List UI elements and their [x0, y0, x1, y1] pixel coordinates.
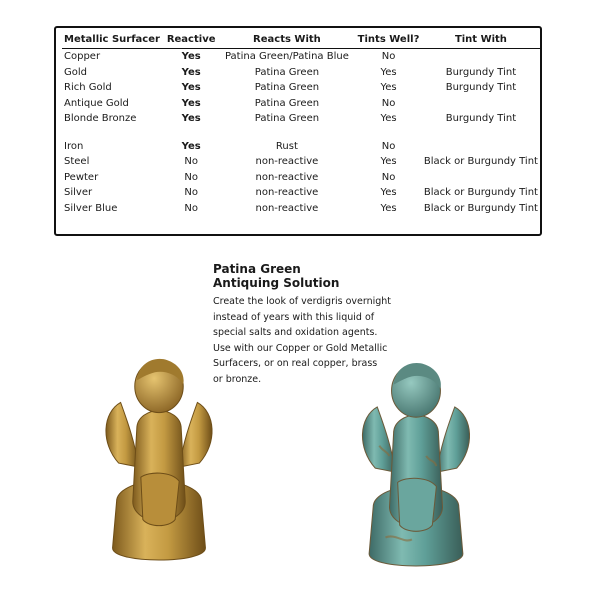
description-line: Create the look of verdigris overnight	[213, 296, 392, 307]
table-row	[62, 154, 540, 170]
patina-left-wing	[362, 407, 395, 472]
cell-reacts-with: non-reactive	[255, 171, 319, 183]
cell-reacts-with: Patina Green/Patina Blue	[224, 51, 349, 63]
cell-tint-with: Black or Burgundy Tint	[423, 202, 538, 214]
cell-reacts-with: Patina Green	[254, 97, 320, 109]
header-reacts-with: Reacts With	[219, 32, 356, 49]
gold-left-wing	[106, 402, 139, 467]
cell-tints-well: Yes	[380, 187, 397, 199]
cell-surfacer: Pewter	[64, 171, 99, 183]
cell-tints-well: Yes	[380, 66, 397, 78]
cell-tint-with: Burgundy Tint	[445, 66, 517, 78]
header-tint-with: Tint With	[422, 32, 540, 49]
cell-surfacer: Blonde Bronze	[64, 113, 137, 125]
cell-tints-well: Yes	[380, 113, 397, 125]
cell-reactive: Yes	[181, 140, 201, 152]
patina-right-wing	[436, 407, 469, 472]
cell-tint-with: Burgundy Tint	[445, 113, 517, 125]
cell-tints-well: No	[381, 140, 396, 152]
cell-tint-with	[422, 96, 540, 112]
product-title-line2: Antiquing Solution	[213, 276, 340, 290]
cell-tints-well: Yes	[380, 156, 397, 168]
table-row	[62, 170, 540, 186]
cell-tints-well: No	[381, 51, 396, 63]
cell-tints-well: Yes	[380, 202, 397, 214]
description-line: Surfacers, or on real copper, brass	[213, 358, 378, 369]
cell-reactive: Yes	[181, 97, 201, 109]
cell-tint-with	[422, 49, 540, 65]
cell-tint-with: Burgundy Tint	[445, 82, 517, 94]
cell-surfacer: Silver	[64, 187, 93, 199]
cell-reactive: Yes	[181, 66, 201, 78]
cell-reactive: No	[184, 171, 198, 183]
cell-tint-with	[422, 170, 540, 186]
table-row	[62, 96, 540, 112]
table-row	[62, 185, 540, 201]
table-header-row	[62, 32, 540, 49]
table-row	[62, 111, 540, 127]
patina-legs	[398, 478, 437, 531]
cell-tints-well: Yes	[380, 82, 397, 94]
cell-reacts-with: Patina Green	[254, 66, 320, 78]
cell-surfacer: Silver Blue	[64, 202, 118, 214]
table-row	[62, 80, 540, 96]
cell-surfacer: Gold	[64, 66, 87, 78]
product-title-line1: Patina Green	[213, 262, 301, 276]
table-row	[62, 201, 540, 217]
table-row	[62, 65, 540, 81]
cell-reactive: No	[184, 187, 198, 199]
cell-surfacer: Steel	[64, 156, 90, 168]
cell-tint-with: Black or Burgundy Tint	[423, 156, 538, 168]
header-reactive: Reactive	[164, 32, 219, 49]
product-title	[213, 262, 393, 290]
cell-reacts-with: non-reactive	[255, 202, 319, 214]
table-row	[62, 49, 540, 65]
header-tints-well: Tints Well?	[355, 32, 422, 49]
surfacer-table	[62, 32, 540, 216]
patina-cherub-statue-image	[352, 354, 480, 568]
cell-reactive: No	[184, 202, 198, 214]
table-row	[62, 139, 540, 155]
cell-tint-with	[422, 139, 540, 155]
gold-cherub-statue-image	[98, 350, 220, 562]
surfacer-table-frame	[54, 26, 542, 236]
cell-reactive: Yes	[181, 51, 201, 63]
cell-reactive: Yes	[181, 113, 201, 125]
cell-reacts-with: Rust	[275, 140, 298, 152]
description-line: Use with our Copper or Gold Metallic	[213, 342, 388, 354]
gold-right-wing	[179, 402, 212, 467]
cell-reacts-with: Patina Green	[254, 113, 320, 125]
cell-surfacer: Antique Gold	[64, 97, 129, 109]
cell-surfacer: Copper	[64, 51, 101, 63]
cell-reacts-with: non-reactive	[255, 156, 319, 168]
gold-legs	[141, 473, 179, 526]
cell-reacts-with: Patina Green	[254, 82, 320, 94]
description-line: special salts and oxidation agents.	[213, 327, 378, 338]
description-line: instead of years with this liquid of	[213, 311, 375, 323]
description-line: or bronze.	[213, 373, 262, 385]
cell-reactive: Yes	[181, 82, 201, 94]
cell-reactive: No	[184, 156, 198, 168]
header-metallic-surfacer: Metallic Surfacer	[62, 32, 164, 49]
cell-surfacer: Iron	[64, 140, 84, 152]
cell-tints-well: No	[381, 97, 396, 109]
table-spacer-row	[62, 127, 540, 139]
cell-tints-well: No	[381, 171, 396, 183]
cell-surfacer: Rich Gold	[64, 82, 112, 94]
cell-reacts-with: non-reactive	[255, 187, 319, 199]
cell-tint-with: Black or Burgundy Tint	[423, 187, 538, 199]
